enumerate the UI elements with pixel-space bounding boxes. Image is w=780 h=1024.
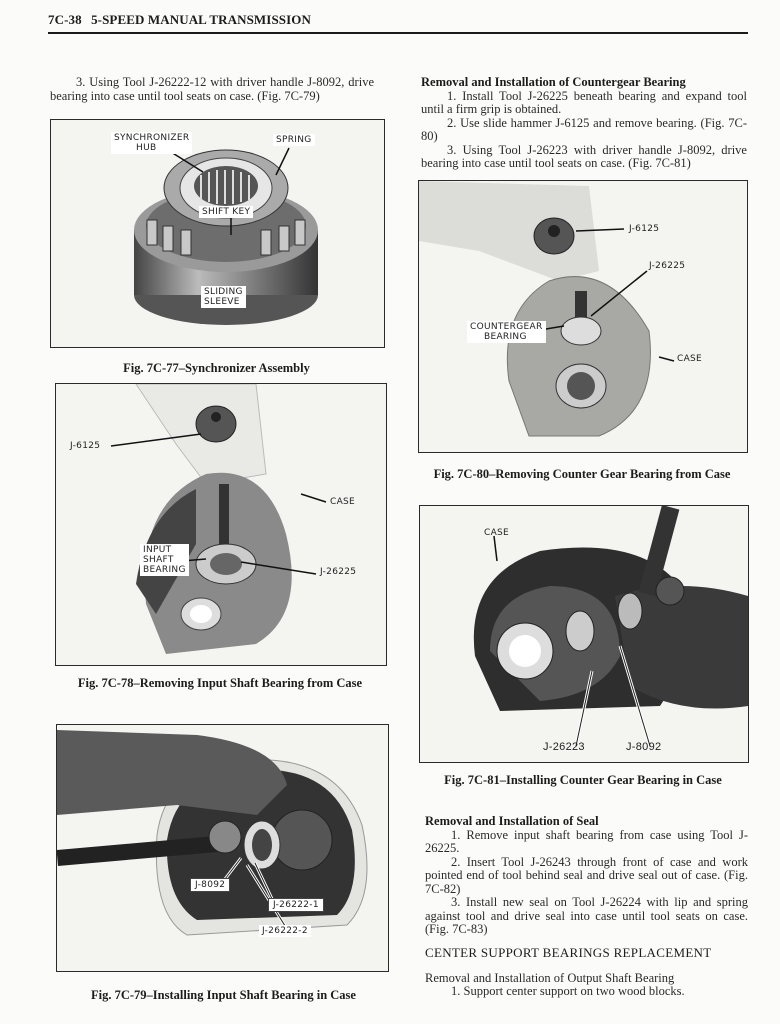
caption-fig-7c-78: Fig. 7C-78–Removing Input Shaft Bearing from Case [77, 676, 363, 690]
countergear-heading: Removal and Installation of Countergear Bearing [421, 75, 686, 89]
input-shaft-install-illustration [57, 725, 388, 971]
page-header [48, 12, 311, 28]
center-support-heading: CENTER SUPPORT BEARINGS REPLACEMENT [425, 945, 712, 960]
figure-synchronizer-assembly [50, 119, 385, 348]
countergear-removal-illustration [419, 181, 747, 452]
label-j-26225: J-26225 [320, 567, 357, 577]
caption-fig-7c-79: Fig. 7C-79–Installing Input Shaft Bearing in Case [91, 988, 356, 1002]
page-number: 7C-38 [48, 12, 82, 27]
label-sliding-sleeve: SLIDING SLEEVE [201, 286, 246, 308]
caption-fig-7c-81: Fig. 7C-81–Installing Counter Gear Bearing in Case [444, 773, 722, 787]
seal-step-2: 2. Insert Tool J-26243 through front of case and work pointed end of tool behind seal and drive seal out of case. (Fig. 7C-82) [425, 854, 748, 896]
countergear-step-3: 3. Using Tool J-26223 with driver handle J-8092, drive bearing into case until tool seats on case. (Fig. 7C-81) [421, 142, 747, 170]
figure-installing-countergear-bearing [419, 505, 749, 763]
countergear-section [421, 76, 747, 171]
countergear-step-1: 1. Install Tool J-26225 beneath bearing and expand tool until a firm grip is obtained. [421, 88, 747, 116]
label-countergear-bearing: COUNTERGEAR BEARING [467, 321, 546, 343]
seal-step-1: 1. Remove input shaft bearing from case using Tool J-26225. [425, 827, 748, 855]
chapter-title: 5-SPEED MANUAL TRANSMISSION [91, 12, 311, 27]
figure-installing-input-shaft-bearing [56, 724, 389, 972]
label-case: CASE [484, 528, 510, 538]
countergear-step-2: 2. Use slide hammer J-6125 and remove bearing. (Fig. 7C-80) [421, 115, 747, 143]
label-j-8092: J-8092 [190, 878, 230, 892]
seal-step-3: 3. Install new seal on Tool J-26224 with lip and spring against tool and drive seal into case until tool seats on case. (Fig. 7C-83) [425, 895, 748, 936]
label-j-6125: J-6125 [629, 224, 660, 234]
input-shaft-removal-illustration [56, 384, 386, 665]
seal-heading: Removal and Installation of Seal [425, 814, 599, 828]
label-j-6125: J-6125 [70, 441, 101, 451]
header-rule [48, 32, 748, 34]
seal-section [425, 815, 748, 937]
label-j-26223: J-26223 [543, 741, 585, 753]
countergear-install-illustration [420, 506, 748, 762]
label-synchronizer-hub: SYNCHRONIZER HUB [111, 132, 192, 154]
label-j-8092: J-8092 [626, 741, 662, 753]
label-j-26225: J-26225 [649, 261, 686, 271]
center-support-section [425, 946, 748, 999]
output-shaft-subheading: Removal and Installation of Output Shaft Bearing [425, 970, 675, 985]
label-input-shaft-bearing: INPUT SHAFT BEARING [140, 544, 189, 576]
caption-fig-7c-80: Fig. 7C-80–Removing Counter Gear Bearing from Case [433, 467, 731, 481]
label-case: CASE [330, 497, 356, 507]
label-j-26222-2: J-26222-2 [259, 925, 311, 937]
figure-removing-countergear-bearing [418, 180, 748, 453]
label-spring: SPRING [273, 134, 315, 146]
intro-step: 3. Using Tool J-26222-12 with driver handle J-8092, drive bearing into case until tool seats on case. (Fig. 7C-79) [50, 75, 374, 103]
figure-removing-input-shaft-bearing [55, 383, 387, 666]
center-support-step-1: 1. Support center support on two wood blocks. [451, 984, 685, 998]
label-j-26222-1: J-26222-1 [268, 898, 324, 912]
label-shift-key: SHIFT KEY [199, 206, 253, 218]
synchronizer-illustration [51, 120, 384, 347]
label-case: CASE [677, 354, 703, 364]
caption-fig-7c-77: Fig. 7C-77–Synchronizer Assembly [123, 361, 310, 375]
